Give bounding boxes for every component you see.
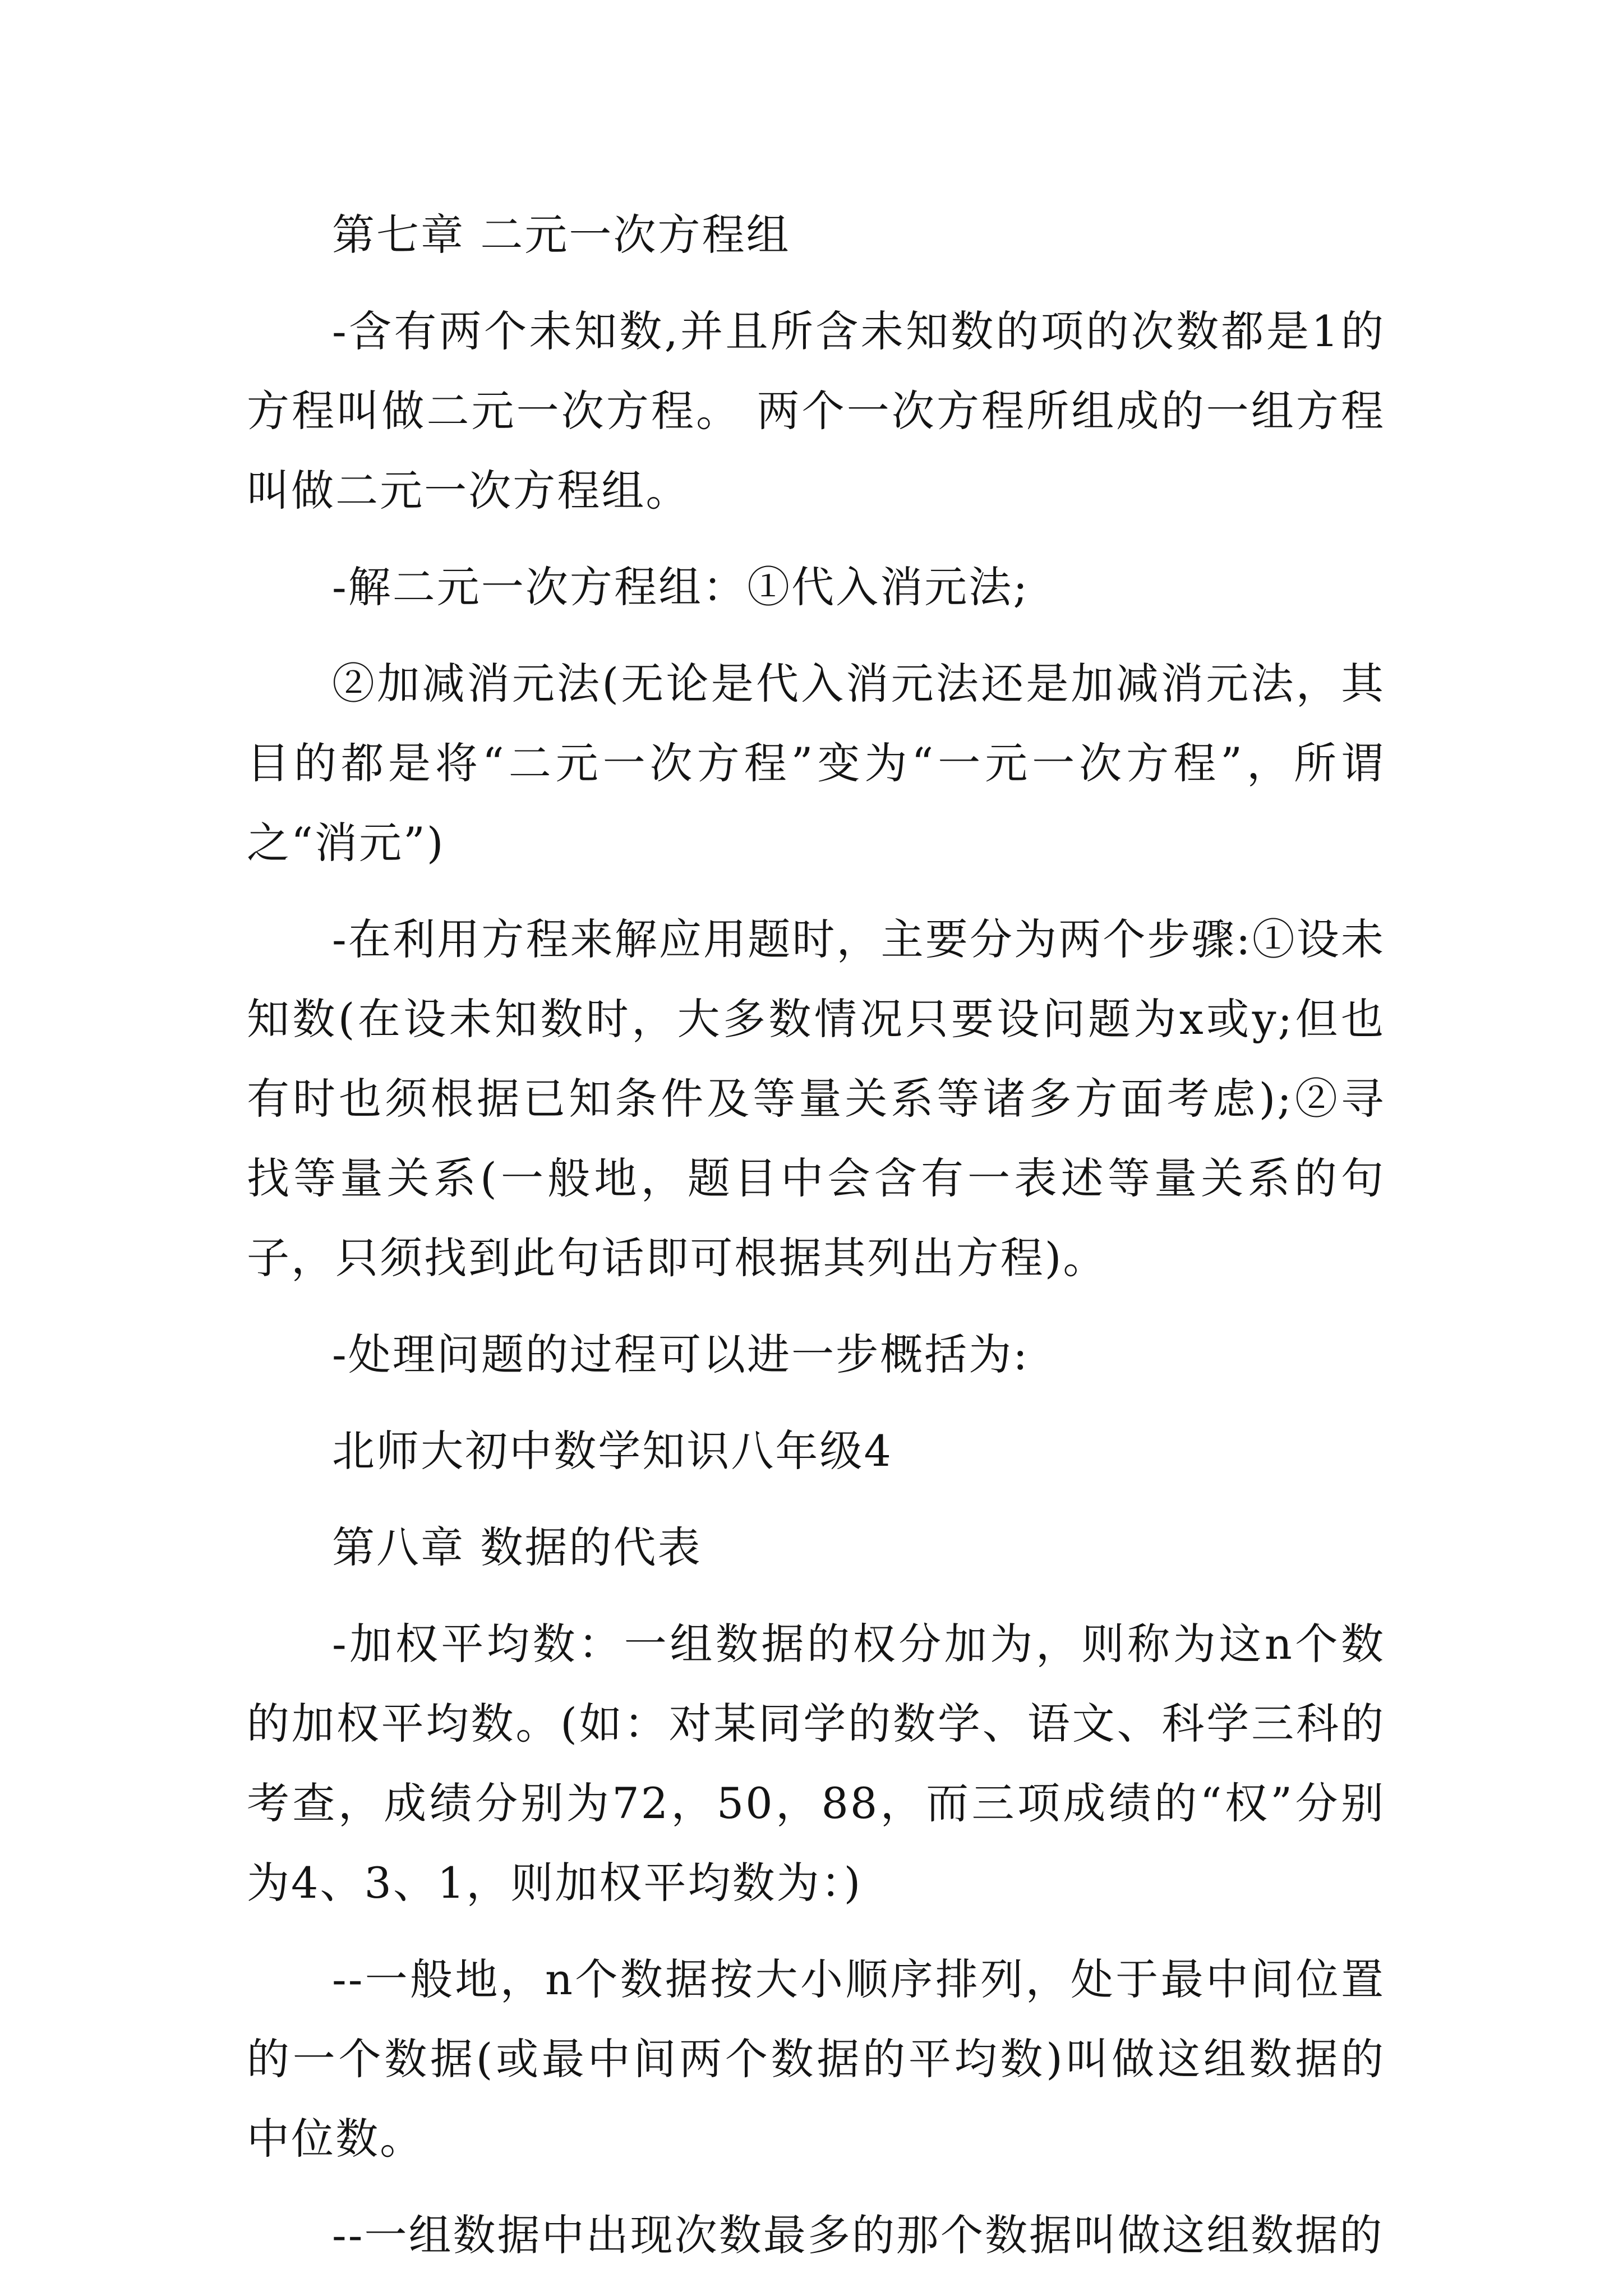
document-body [247, 195, 1385, 2292]
paragraph-solving-methods: -解二元一次方程组：①代入消元法; [332, 562, 1029, 612]
paragraph-median: --一般地，n个数据按大小顺序排列，处于最中间位置的一个数据(或最中间两个数据的平均数)叫做这组数据的中位数。 [247, 1954, 1385, 2164]
paragraph-process-summary: -处理问题的过程可以进一步概括为: [332, 1329, 1029, 1379]
paragraph-mode: --一组数据中出现次数最多的那个数据叫做这组数据的 [332, 2210, 1384, 2260]
paragraph-weighted-mean: -加权平均数：一组数据的权分加为，则称为这n个数的加权平均数。(如：对某同学的数学、语文、科学三科的考查，成绩分别为72，50，88，而三项成绩的“权”分别为4、3、1，则加权平均数为：) [247, 1619, 1385, 1908]
section-title-grade8: 北师大初中数学知识八年级4 [332, 1426, 893, 1476]
paragraph-word-problem-steps: -在利用方程来解应用题时，主要分为两个步骤:①设未知数(在设未知数时，大多数情况只要设问题为x或y;但也有时也须根据已知条件及等量关系等诸多方面考虑);②寻找等量关系(一般地，题目中会含有一表述等量关系的句子，只须找到此句话即可根据其列出方程)。 [247, 914, 1385, 1283]
chapter-8-heading: 第八章 数据的代表 [332, 1522, 702, 1572]
paragraph-elimination-method: ②加减消元法(无论是代入消元法还是加减消元法，其目的都是将“二元一次方程”变为“一元一次方程”，所谓之“消元”) [247, 659, 1385, 868]
paragraph-linear-equation-definition: -含有两个未知数,并且所含未知数的项的次数都是1的方程叫做二元一次方程。 两个一次方程所组成的一组方程叫做二元一次方程组。 [247, 306, 1385, 516]
chapter-7-heading: 第七章 二元一次方程组 [332, 210, 791, 260]
